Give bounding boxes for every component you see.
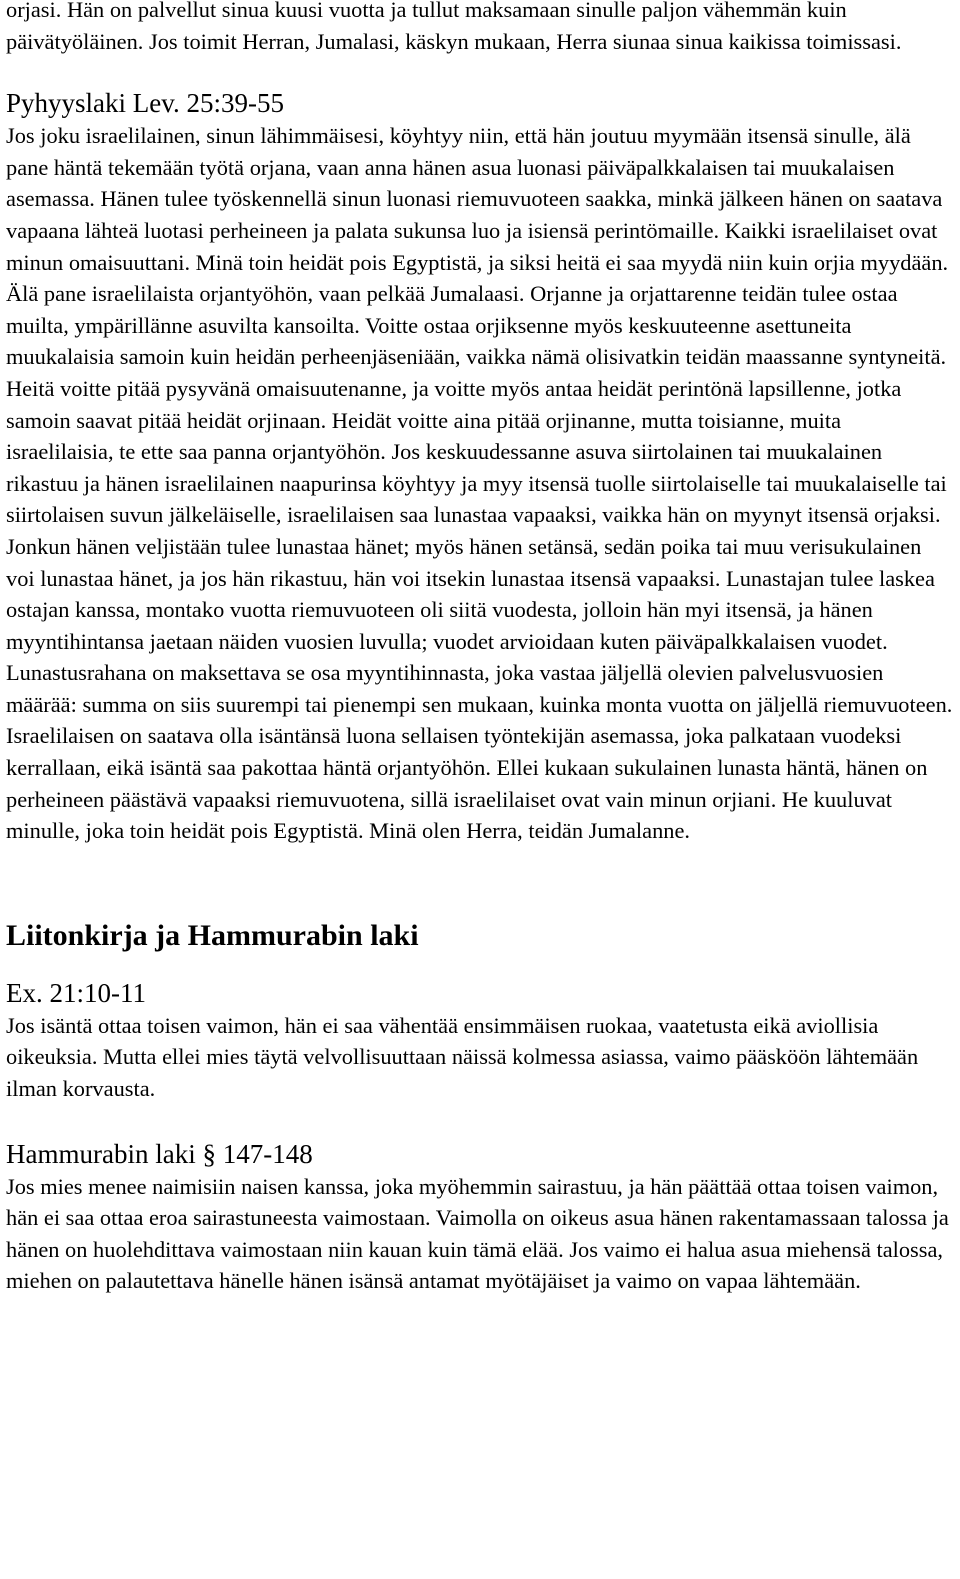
- exodus-reference: Ex. 21:10-11: [6, 977, 146, 1008]
- leviticus-reference: Pyhyyslaki Lev. 25:39-55: [6, 88, 284, 119]
- hammurabi-reference: Hammurabin laki § 147-148: [6, 1138, 313, 1169]
- intro-paragraph: orjasi. Hän on palvellut sinua kuusi vuotta ja tullut maksamaan sinulle paljon vähemmän kuin päivätyöläinen. Jos toimit Herran, Jumalasi, käskyn mukaan, Herra siunaa sinua kaikissa toimissasi.: [6, 0, 902, 54]
- exodus-text: Jos isäntä ottaa toisen vaimon, hän ei saa vähentää ensimmäisen ruokaa, vaatetusta eikä aviollisia oikeuksia. Mutta ellei mies täytä velvollisuuttaan näissä kolmessa asiassa, vaimo pääsköön lähtemään ilman korvausta.: [6, 1012, 919, 1102]
- hammurabi-text: Jos mies menee naimisiin naisen kanssa, joka myöhemmin sairastuu, ja hän päättää ottaa toisen vaimon, hän ei saa ottaa eroa sairastuneesta vaimostaan. Vaimolla on oikeus asua hänen rakentamassaan talossa ja hänen on huolehdittava vaimostaan niin kauan kuin tämä elää. Jos vaimo ei halua asua miehensä talossa, miehen on palautettava hänelle hänen isänsä antamat myötäjäiset ja vaimo on vapaa lähtemään.: [6, 1173, 949, 1294]
- section-heading: Liitonkirja ja Hammurabin laki: [6, 918, 419, 952]
- leviticus-text: Jos joku israelilainen, sinun lähimmäisesi, köyhtyy niin, että hän joutuu myymään itsensä sinulle, älä pane häntä tekemään työtä orjana, vaan anna hänen asua luonasi päiväpalkkalaisen tai muukalaisen asemassa. Hänen tulee työskennellä sinun luonasi riemuvuoteen saakka, minkä jälkeen hänen on saatava vapaana lähteä luotasi perheineen ja palata sukunsa luo ja isiensä perintömaille. Kaikki israelilaiset ovat minun omaisuuttani. Minä toin heidät pois Egyptistä, ja siksi heitä ei saa myydä niin kuin orjia myydään. Älä pane israelilaista orjantyöhön, vaan pelkää Jumalaasi. Orjanne ja orjattarenne teidän tulee ostaa muilta, ympärillänne asuvilta kansoilta. Voitte ostaa orjiksenne myös keskuuteenne asettuneita muukalaisia samoin kuin heidän perheenjäseniään, vaikka nämä olisivatkin teidän maassanne syntyneitä. Heitä voitte pitää pysyvänä omaisuutenanne, ja voitte myös antaa heidät perintönä lapsillenne, jotka samoin saavat pitää heidät orjinaan. Heidät voitte aina pitää orjinanne, mutta toisianne, muita israelilaisia, te ette saa panna orjantyöhön. Jos keskuudessanne asuva siirtolainen tai muukalainen rikastuu ja hänen israelilainen naapurinsa köyhtyy ja myy itsensä tuolle siirtolaiselle tai muukalaiselle tai siirtolaisen suvun jälkeläiselle, israelilaisen saa lunastaa vapaaksi, vaikka hän on myynyt itsensä orjaksi. Jonkun hänen veljistään tulee lunastaa hänet; myös hänen setänsä, sedän poika tai muu verisukulainen voi lunastaa hänet, ja jos hän rikastuu, hän voi itsekin lunastaa itsensä vapaaksi. Lunastajan tulee laskea ostajan kanssa, montako vuotta riemuvuoteen oli siitä vuodesta, jolloin hän myi itsensä, ja hänen myyntihintansa jaetaan näiden vuosien luvulla; vuodet arvioidaan kuten päiväpalkkalaisen vuodet. Lunastusrahana on maksettava se osa myyntihinnasta, joka vastaa jäljellä olevien palvelusvuosien määrää: summa on siis suurempi tai pienempi sen mukaan, kuinka monta vuotta on jäljellä riemuvuoteen. Israelilaisen on saatava olla isäntänsä luona sellaisen työntekijän asemassa, joka palkataan vuodeksi kerrallaan, eikä isäntä saa pakottaa häntä orjantyöhön. Ellei kukaan sukulainen lunasta häntä, hänen on perheineen päästävä vapaaksi riemuvuotena, sillä israelilaiset ovat vain minun orjiani. He kuuluvat minulle, joka toin heidät pois Egyptistä. Minä olen Herra, teidän Jumalanne.: [6, 123, 953, 844]
